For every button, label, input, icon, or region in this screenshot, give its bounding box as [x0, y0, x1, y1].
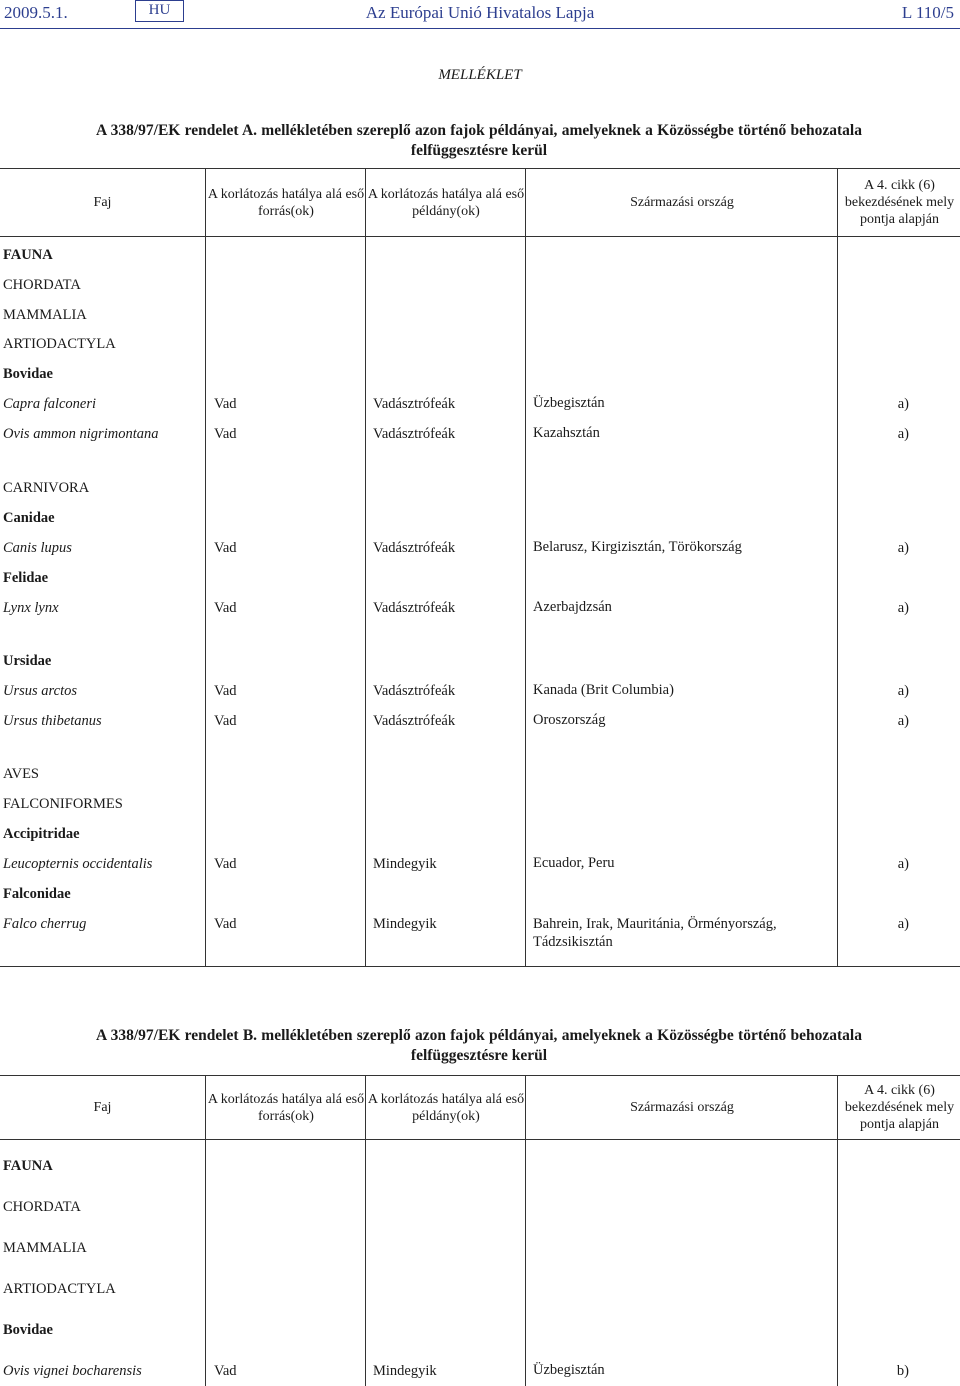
section-a-title: A 338/97/EK rendelet A. mellékletében szereplő azon fajok példányai, amelyeknek a Közösségbe történő behozatala felfüggesztésre kerül	[96, 122, 862, 159]
taxon-heading: FALCONIFORMES	[3, 796, 123, 812]
col-origin-header: Származási ország	[525, 169, 838, 236]
col-source-header: A korlátozás hatálya alá eső forrás(ok)	[205, 169, 366, 236]
taxon-heading: AVES	[3, 766, 39, 782]
column-divider	[837, 1139, 838, 1386]
taxon-heading: Felidae	[3, 570, 49, 586]
taxon-heading: Bovidae	[3, 1322, 53, 1338]
col-source-header: A korlátozás hatálya alá eső forrás(ok)	[205, 1076, 366, 1139]
table-row: Ovis ammon nigrimontana Vad Vadásztrófeák Kazahsztán a)	[3, 425, 909, 442]
taxon-heading: Ursidae	[3, 653, 52, 669]
table-row: Capra falconeri Vad Vadásztrófeák Üzbegisztán a)	[3, 395, 909, 412]
taxon-heading: CHORDATA	[3, 277, 81, 293]
table-row: Canis lupus Vad Vadásztrófeák Belarusz, Kirgizisztán, Törökország a)	[3, 539, 909, 556]
table-b-header	[0, 1075, 960, 1140]
taxon-heading: Bovidae	[3, 366, 53, 382]
annex-title: MELLÉKLET	[438, 67, 522, 83]
column-divider	[525, 1139, 526, 1386]
table-row: Ursus arctos Vad Vadásztrófeák Kanada (Brit Columbia) a)	[3, 682, 909, 699]
publication-date: 2009.5.1.	[4, 3, 68, 22]
journal-title: Az Európai Unió Hivatalos Lapja	[365, 3, 595, 22]
col-basis-header: A 4. cikk (6) bekezdésének mely pontja alapján	[837, 169, 960, 236]
section-b-title: A 338/97/EK rendelet B. mellékletében szereplő azon fajok példányai, amelyeknek a Közösségbe történő behozatala felfüggesztésre kerül	[96, 1027, 862, 1064]
running-header	[0, 0, 960, 29]
table-row: Leucopternis occidentalis Vad Mindegyik Ecuador, Peru a)	[3, 855, 909, 872]
language-badge: HU	[135, 0, 184, 22]
taxon-heading: ARTIODACTYLA	[3, 1281, 116, 1297]
table-row: Falco cherrug Vad Mindegyik Bahrein, Irak, Mauritánia, Örményország, Tádzsikisztán a)	[3, 916, 909, 950]
col-basis-header: A 4. cikk (6) bekezdésének mely pontja alapján	[837, 1076, 960, 1139]
table-a-header	[0, 168, 960, 237]
taxon-heading: Canidae	[3, 510, 55, 526]
col-specimen-header: A korlátozás hatálya alá eső példány(ok)	[365, 1076, 526, 1139]
taxon-heading: Falconidae	[3, 886, 71, 902]
col-species-header: Faj	[93, 195, 112, 210]
taxon-heading: MAMMALIA	[3, 1240, 87, 1256]
taxon-heading: CHORDATA	[3, 1199, 81, 1215]
column-divider	[205, 1139, 206, 1386]
table-b-body	[0, 1139, 960, 1386]
table-a-body	[0, 236, 960, 967]
col-origin-header: Származási ország	[525, 1076, 838, 1139]
page-number: L 110/5	[901, 3, 954, 22]
taxon-heading: MAMMALIA	[3, 307, 87, 323]
table-row: Lynx lynx Vad Vadásztrófeák Azerbajdzsán a)	[3, 599, 909, 616]
col-specimen-header: A korlátozás hatálya alá eső példány(ok)	[365, 169, 526, 236]
taxon-heading: FAUNA	[3, 247, 53, 263]
taxon-heading: Accipitridae	[3, 826, 80, 842]
col-species-header: Faj	[93, 1100, 112, 1115]
table-row: Ursus thibetanus Vad Vadásztrófeák Oroszország a)	[3, 712, 909, 729]
taxon-heading: FAUNA	[3, 1158, 53, 1174]
taxon-heading: CARNIVORA	[3, 480, 90, 496]
taxon-heading: ARTIODACTYLA	[3, 336, 116, 352]
table-row: Ovis vignei bocharensis Vad Mindegyik Üzbegisztán b)	[3, 1362, 909, 1379]
column-divider	[365, 1139, 366, 1386]
